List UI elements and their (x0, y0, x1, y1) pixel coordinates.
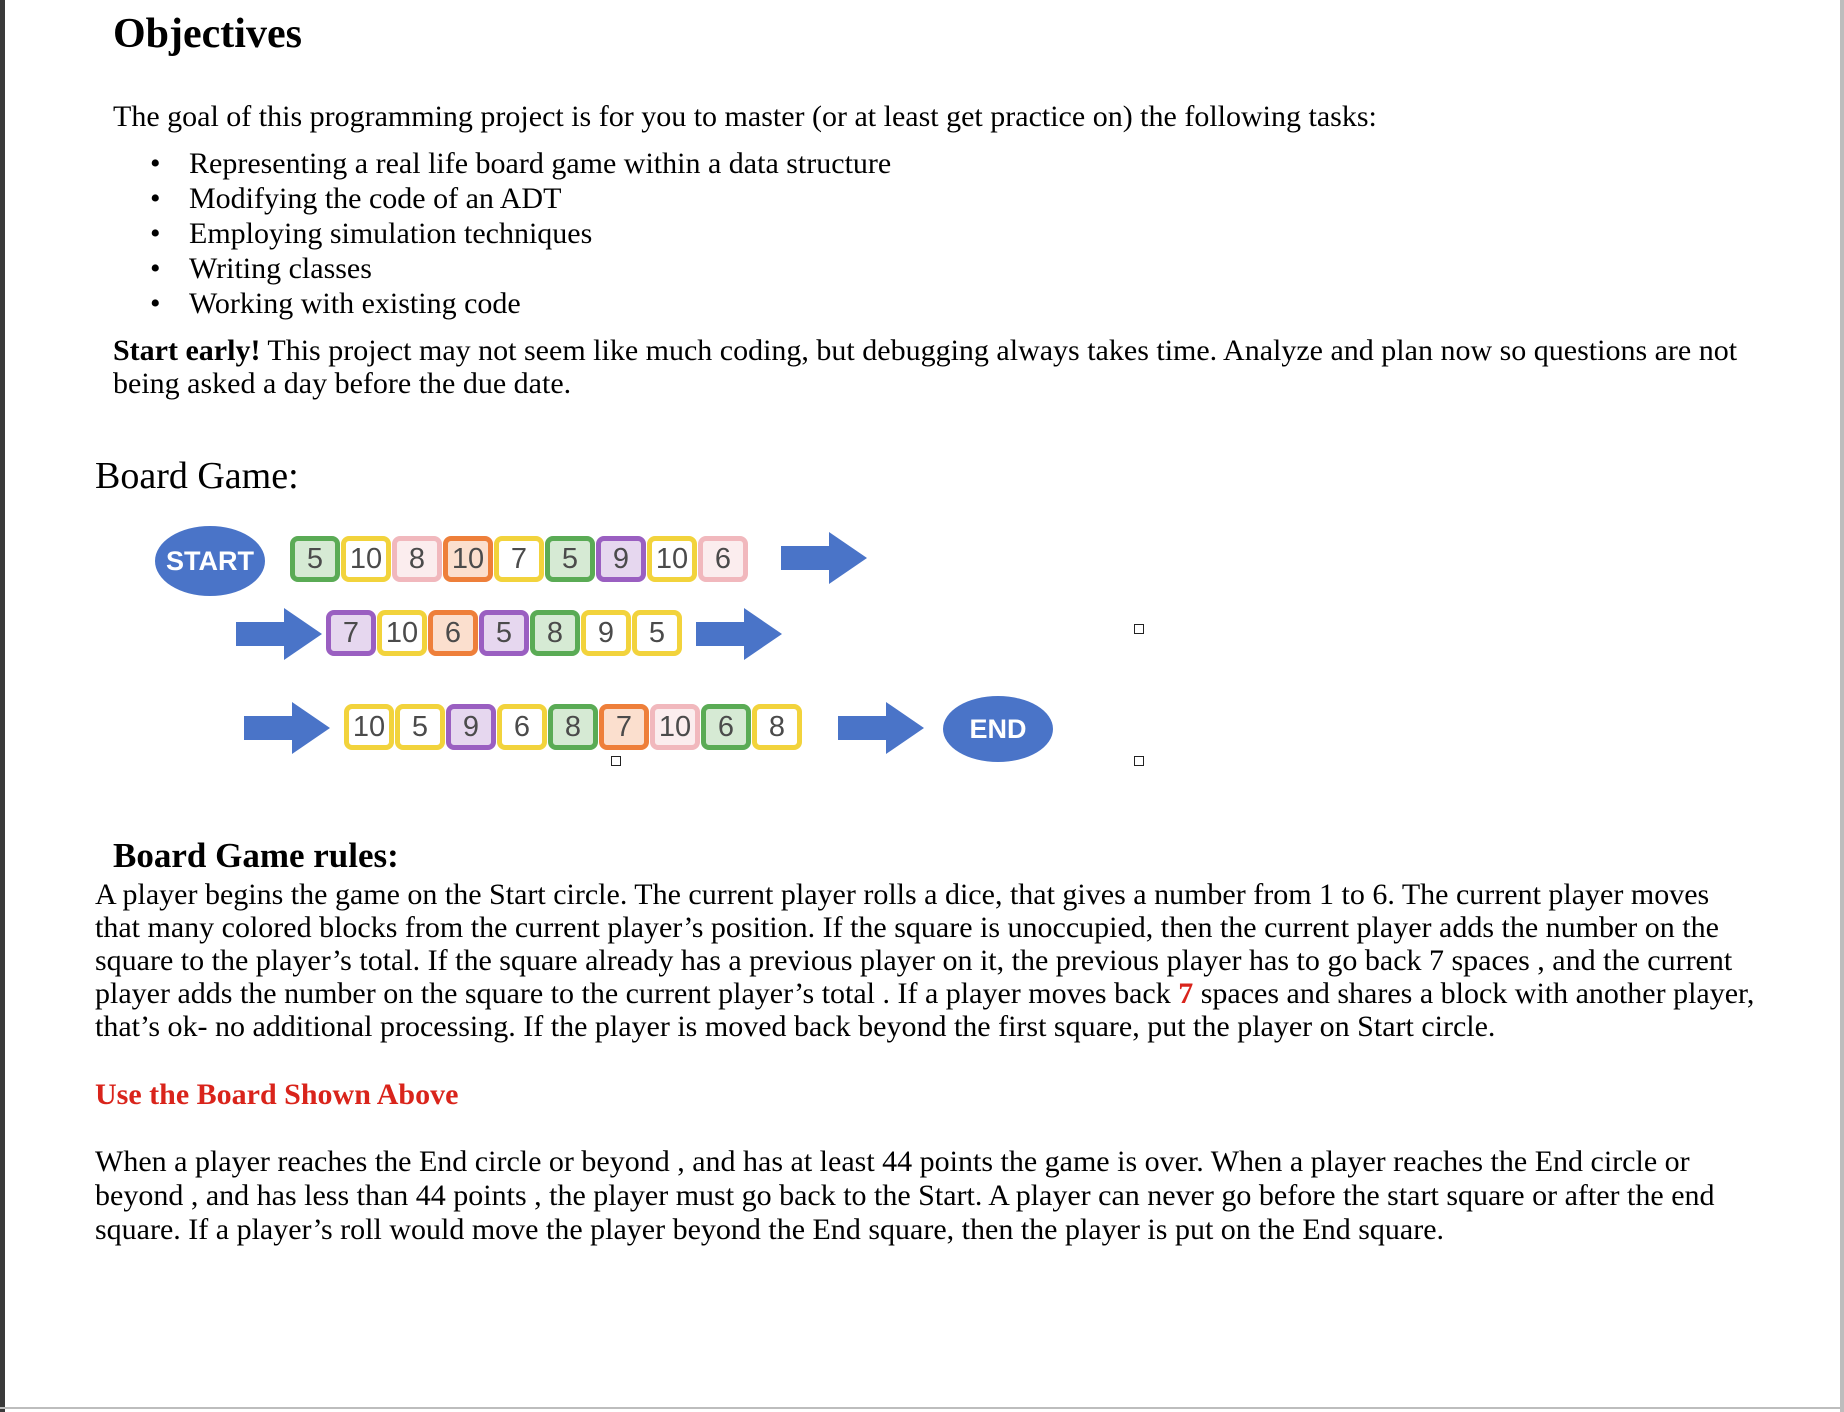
start-early-label: Start early! (113, 334, 261, 367)
right-arrow-icon (236, 606, 324, 662)
objective-item: • Working with existing code (150, 286, 891, 321)
board-square: 10 (647, 536, 697, 582)
objective-item: • Writing classes (150, 251, 891, 286)
board-square: 10 (344, 704, 394, 750)
page-bottom-edge (0, 1407, 1844, 1409)
board-square: 9 (596, 536, 646, 582)
resize-handle[interactable] (1134, 756, 1144, 766)
board-square: 6 (698, 536, 748, 582)
board-square: 6 (497, 704, 547, 750)
board-square: 9 (581, 610, 631, 656)
board-square: 10 (341, 536, 391, 582)
board-square: 9 (446, 704, 496, 750)
right-arrow-icon (838, 700, 926, 756)
rules-paragraph (95, 878, 1755, 1043)
objectives-heading: Objectives (113, 11, 302, 57)
board-square: 5 (395, 704, 445, 750)
right-arrow-icon (781, 530, 869, 586)
rules-text-before: A player begins the game on the Start circle. The current player rolls a dice, that gives a number from 1 to 6. The current player moves that many colored blocks from the current player’s position. If the square is unoccupied, then the current player adds the number on the square to the player’s total. If the square already has a previous player on it, the previous player has to go back 7 spaces , and the current player adds the number on the square to the current player’s total . If a player moves back (95, 878, 1733, 1010)
board-square: 6 (701, 704, 751, 750)
end-circle (943, 696, 1053, 762)
rules-text-after: spaces and shares a block with another player, that’s ok- no additional processing. If the player is moved back beyond the first square, put the player on Start circle. (95, 977, 1755, 1043)
board-square: 5 (479, 610, 529, 656)
board-square: 10 (377, 610, 427, 656)
end-rule-paragraph: When a player reaches the End circle or beyond , and has at least 44 points the game is over. When a player reaches the End circle or beyond , and has less than 44 points , the player must go back to the Start. A player can never go before the start square or after the end square. If a player’s roll would move the player beyond the End square, then the player is put on the End square. (95, 1145, 1715, 1246)
board-square: 8 (548, 704, 598, 750)
board-game-heading: Board Game: (95, 455, 299, 497)
board-square: 7 (494, 536, 544, 582)
board-square: 10 (443, 536, 493, 582)
board-square: 5 (545, 536, 595, 582)
start-early-paragraph (113, 334, 1763, 400)
page-right-edge (1840, 0, 1844, 1412)
resize-handle[interactable] (1134, 624, 1144, 634)
board-square: 5 (290, 536, 340, 582)
objective-item: • Employing simulation techniques (150, 216, 891, 251)
objectives-intro: The goal of this programming project is for you to master (or at least get practice on) the following tasks: (113, 100, 1377, 133)
board-square: 7 (599, 704, 649, 750)
board-diagram (148, 502, 1068, 794)
board-square: 7 (326, 610, 376, 656)
rules-heading: Board Game rules: (113, 836, 399, 875)
board-square: 6 (428, 610, 478, 656)
start-circle (155, 526, 265, 596)
end-label: END (969, 713, 1027, 744)
use-board-note: Use the Board Shown Above (95, 1078, 459, 1111)
page-left-edge (0, 0, 5, 1412)
board-square: 5 (632, 610, 682, 656)
rules-highlight-number: 7 (1178, 977, 1194, 1010)
start-label: START (166, 545, 254, 576)
resize-handle[interactable] (611, 756, 621, 766)
right-arrow-icon (696, 606, 784, 662)
objectives-list (150, 146, 891, 321)
board-square: 8 (752, 704, 802, 750)
objective-item: • Representing a real life board game within a data structure (150, 146, 891, 181)
start-early-text: This project may not seem like much coding, but debugging always takes time. Analyze and plan now so questions are not being asked a day before the due date. (113, 334, 1738, 400)
right-arrow-icon (244, 700, 332, 756)
objective-item: • Modifying the code of an ADT (150, 181, 891, 216)
board-square: 8 (392, 536, 442, 582)
board-square: 8 (530, 610, 580, 656)
board-square: 10 (650, 704, 700, 750)
